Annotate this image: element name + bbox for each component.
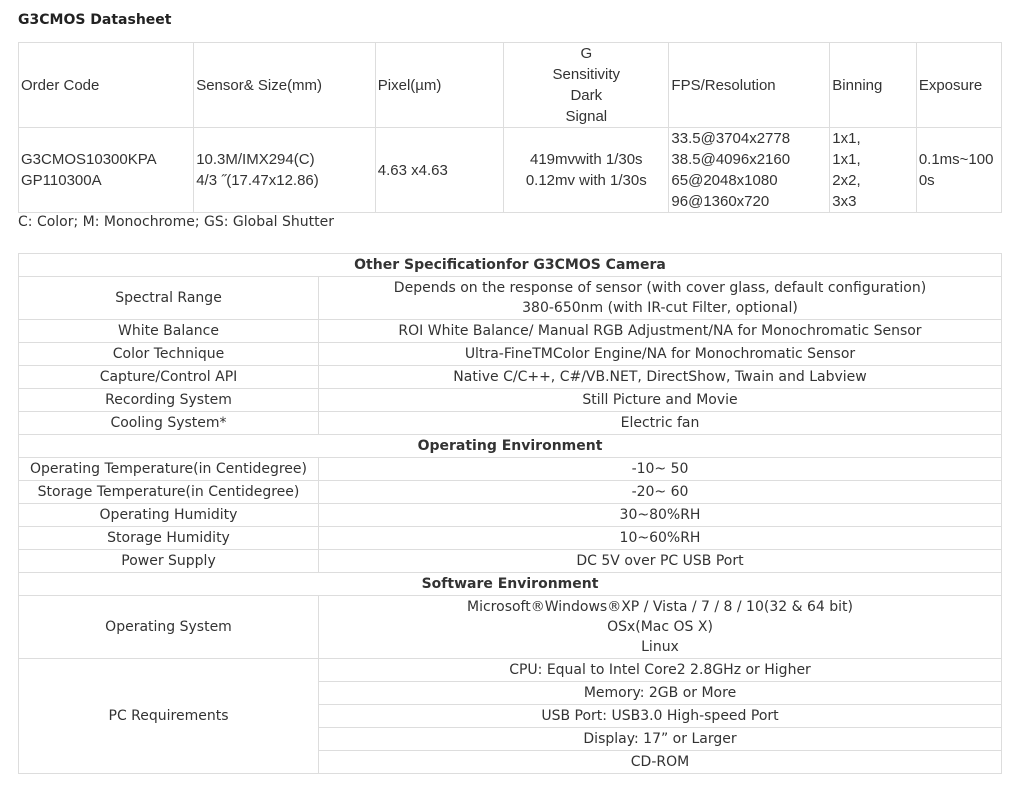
column-header: Sensor& Size(mm) [194, 43, 376, 128]
section-header-row [19, 435, 1002, 458]
spec-value: Still Picture and Movie [319, 389, 1002, 412]
spec-table [18, 253, 1002, 774]
spec-label: Operating Temperature(in Centidegree) [19, 458, 319, 481]
column-header: G Sensitivity Dark Signal [504, 43, 669, 128]
table-row [19, 128, 1002, 213]
spec-value: DC 5V over PC USB Port [319, 550, 1002, 573]
spec-label: Recording System [19, 389, 319, 412]
table-cell: G3CMOS10300KPA GP110300A [19, 128, 194, 213]
spec-row [19, 504, 1002, 527]
spec-label: Operating System [19, 596, 319, 659]
section-header-row [19, 254, 1002, 277]
spec-row [19, 458, 1002, 481]
datasheet-table [18, 42, 1002, 213]
table-cell: 419mvwith 1/30s 0.12mv with 1/30s [504, 128, 669, 213]
spec-label: White Balance [19, 320, 319, 343]
spec-value: CPU: Equal to Intel Core2 2.8GHz or Higher [319, 659, 1002, 682]
section-title: Software Environment [19, 573, 1002, 596]
spec-row [19, 277, 1002, 320]
spec-label: PC Requirements [19, 659, 319, 774]
spec-value: -20~ 60 [319, 481, 1002, 504]
table-cell: 0.1ms~1000s [916, 128, 1001, 213]
column-header: FPS/Resolution [669, 43, 830, 128]
spec-value: USB Port: USB3.0 High-speed Port [319, 705, 1002, 728]
section-header-row [19, 573, 1002, 596]
column-header: Exposure [916, 43, 1001, 128]
footnote: C: Color; M: Monochrome; GS: Global Shutter [18, 214, 334, 230]
spec-row [19, 527, 1002, 550]
spec-row [19, 320, 1002, 343]
spec-label: Power Supply [19, 550, 319, 573]
spec-row [19, 596, 1002, 659]
spec-row [19, 343, 1002, 366]
column-header: Order Code [19, 43, 194, 128]
spec-value: 30~80%RH [319, 504, 1002, 527]
spec-label: Color Technique [19, 343, 319, 366]
table-header-row [19, 43, 1002, 128]
spec-row [19, 412, 1002, 435]
spec-row [19, 481, 1002, 504]
spec-value: Native C/C++, C#/VB.NET, DirectShow, Twain and Labview [319, 366, 1002, 389]
spec-value: Ultra-FineTMColor Engine/NA for Monochromatic Sensor [319, 343, 1002, 366]
spec-table-body [19, 254, 1002, 774]
spec-row [19, 659, 1002, 682]
spec-label: Operating Humidity [19, 504, 319, 527]
spec-value: Display: 17” or Larger [319, 728, 1002, 751]
spec-row [19, 389, 1002, 412]
table-cell: 4.63 x4.63 [375, 128, 503, 213]
section-title: Other Specificationfor G3CMOS Camera [19, 254, 1002, 277]
spec-label: Storage Temperature(in Centidegree) [19, 481, 319, 504]
spec-value: Memory: 2GB or More [319, 682, 1002, 705]
spec-label: Capture/Control API [19, 366, 319, 389]
column-header: Pixel(µm) [375, 43, 503, 128]
spec-label: Spectral Range [19, 277, 319, 320]
table-cell: 1x1, 1x1, 2x2, 3x3 [830, 128, 917, 213]
spec-value: Depends on the response of sensor (with cover glass, default configuration) 380-650nm (with IR-cut Filter, optional) [319, 277, 1002, 320]
spec-value: 10~60%RH [319, 527, 1002, 550]
spec-label: Storage Humidity [19, 527, 319, 550]
table-cell: 33.5@3704x2778 38.5@4096x2160 65@2048x1080 96@1360x720 [669, 128, 830, 213]
spec-value: Microsoft®Windows®XP / Vista / 7 / 8 / 10(32 & 64 bit) OSx(Mac OS X) Linux [319, 596, 1002, 659]
column-header: Binning [830, 43, 917, 128]
spec-value: -10~ 50 [319, 458, 1002, 481]
spec-row [19, 550, 1002, 573]
spec-label: Cooling System* [19, 412, 319, 435]
table-cell: 10.3M/IMX294(C) 4/3 ˝(17.47x12.86) [194, 128, 376, 213]
spec-value: Electric fan [319, 412, 1002, 435]
page-title: G3CMOS Datasheet [18, 12, 172, 28]
section-title: Operating Environment [19, 435, 1002, 458]
spec-value: ROI White Balance/ Manual RGB Adjustment/NA for Monochromatic Sensor [319, 320, 1002, 343]
spec-value: CD-ROM [319, 751, 1002, 774]
spec-row [19, 366, 1002, 389]
